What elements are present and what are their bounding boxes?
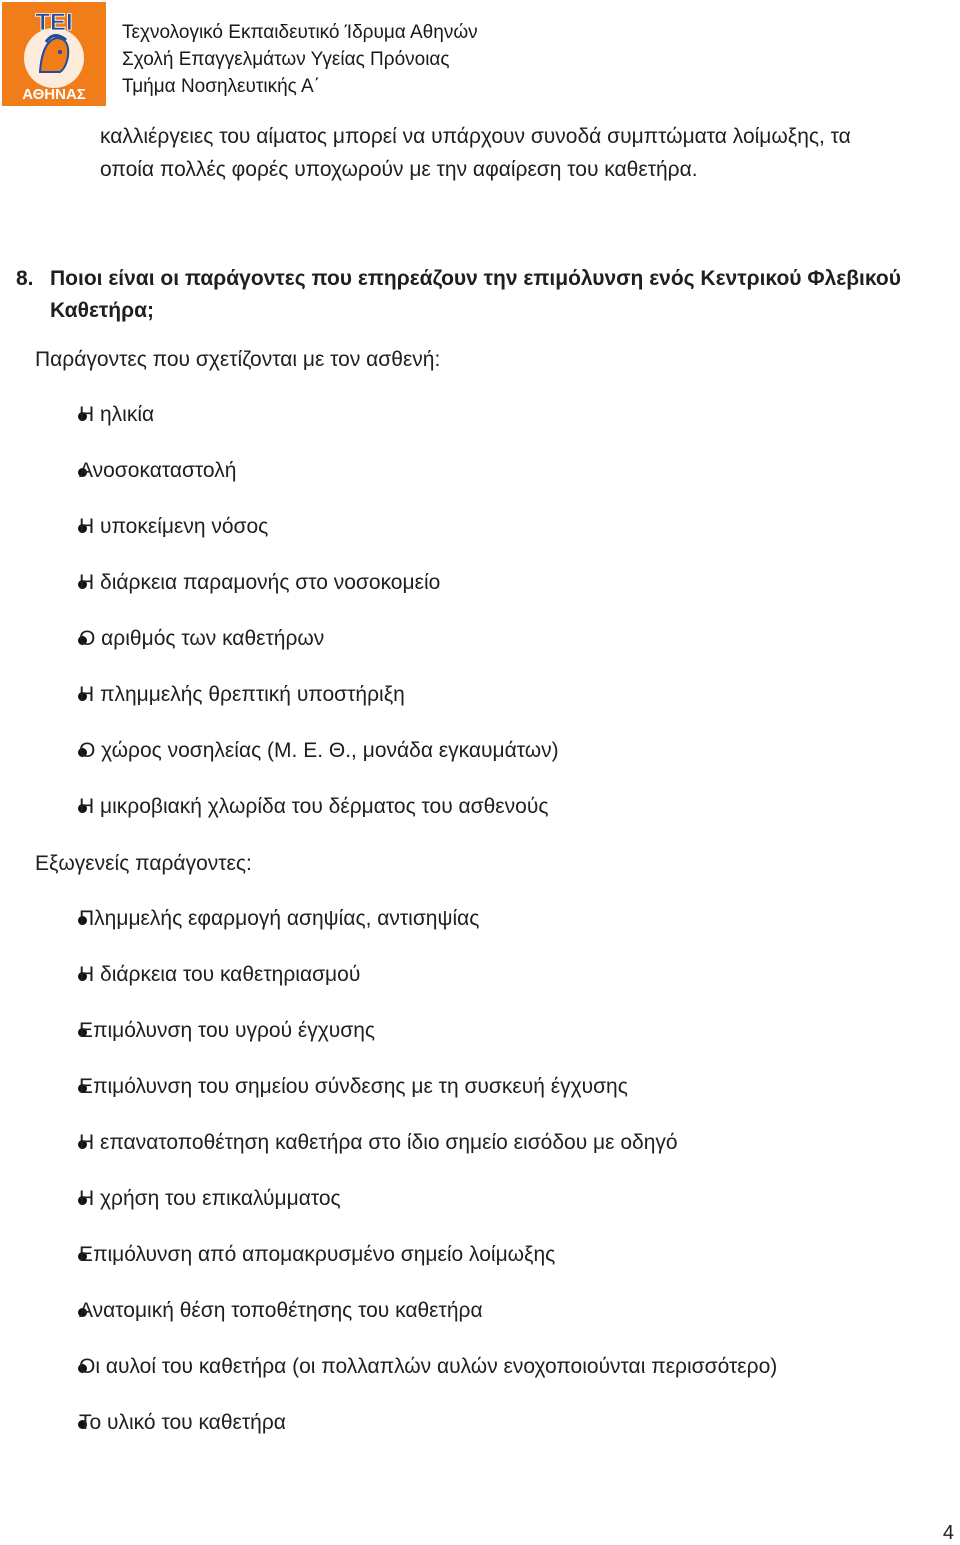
question-heading [16,263,956,327]
list-item-label: Ο αριθμός των καθετήρων [79,627,325,650]
header-institution-info [122,19,478,100]
patient-factors-heading: Παράγοντες που σχετίζονται με τον ασθενή: [35,348,441,371]
question-line: Καθετήρα; [50,299,155,322]
svg-text:ΑΘΗΝΑΣ: ΑΘΗΝΑΣ [22,86,86,103]
list-item-label: Ο χώρος νοσηλείας (Μ. Ε. Θ., μονάδα εγκαυμάτων) [79,739,559,762]
header-line-institution: Τεχνολογικό Εκπαιδευτικό Ίδρυμα Αθηνών [122,22,478,43]
svg-text:ΤΕΙ: ΤΕΙ [35,9,73,36]
question-line: Ποιοι είναι οι παράγοντες που επηρεάζουν την επιμόλυνση ενός Κεντρικού Φλεβικού [50,267,901,290]
list-item-label: Επιμόλυνση του σημείου σύνδεσης με τη συσκευή έγχυσης [79,1075,628,1098]
list-item-label: Η χρήση του επικαλύμματος [79,1187,341,1210]
intro-line: καλλιέργειες του αίματος μπορεί να υπάρχουν συνοδά συμπτώματα λοίμωξης, τα [100,125,851,148]
list-item-label: Ανοσοκαταστολή [79,459,237,482]
list-item-label: Επιμόλυνση του υγρού έγχυσης [79,1019,376,1042]
list-item-label: Η διάρκεια του καθετηριασμού [79,963,361,986]
list-item-label: Η πλημμελής θρεπτική υποστήριξη [79,683,405,706]
institution-logo [2,2,106,106]
list-item-label: Η μικροβιακή χλωρίδα του δέρματος του ασθενούς [79,795,549,818]
list-item-label: Η ηλικία [79,403,155,426]
list-item-label: Ανατομική θέση τοποθέτησης του καθετήρα [79,1299,483,1322]
intro-line: οποία πολλές φορές υποχωρούν με την αφαίρεση του καθετήρα. [100,158,698,181]
question-number: 8. [16,267,34,290]
header-line-school: Σχολή Επαγγελμάτων Υγείας Πρόνοιας [122,49,450,70]
list-item-label: Πλημμελής εφαρμογή ασηψίας, αντισηψίας [79,907,480,930]
header-line-department: Τμήμα Νοσηλευτικής Α΄ [122,76,321,97]
intro-paragraph [100,120,960,186]
list-item-label: Επιμόλυνση από απομακρυσμένο σημείο λοίμωξης [79,1243,556,1266]
list-item-label: Οι αυλοί του καθετήρα (οι πολλαπλών αυλών ενοχοποιούνται περισσότερο) [79,1355,778,1378]
list-item-label: Η διάρκεια παραμονής στο νοσοκομείο [79,571,441,594]
list-item-label: Η επανατοποθέτηση καθετήρα στο ίδιο σημείο εισόδου με οδηγό [79,1131,678,1154]
page-number: 4 [942,1522,954,1544]
list-item-label: Η υποκείμενη νόσος [79,515,269,538]
external-factors-heading: Εξωγενείς παράγοντες: [35,852,252,875]
list-item-label: Το υλικό του καθετήρα [79,1411,286,1434]
